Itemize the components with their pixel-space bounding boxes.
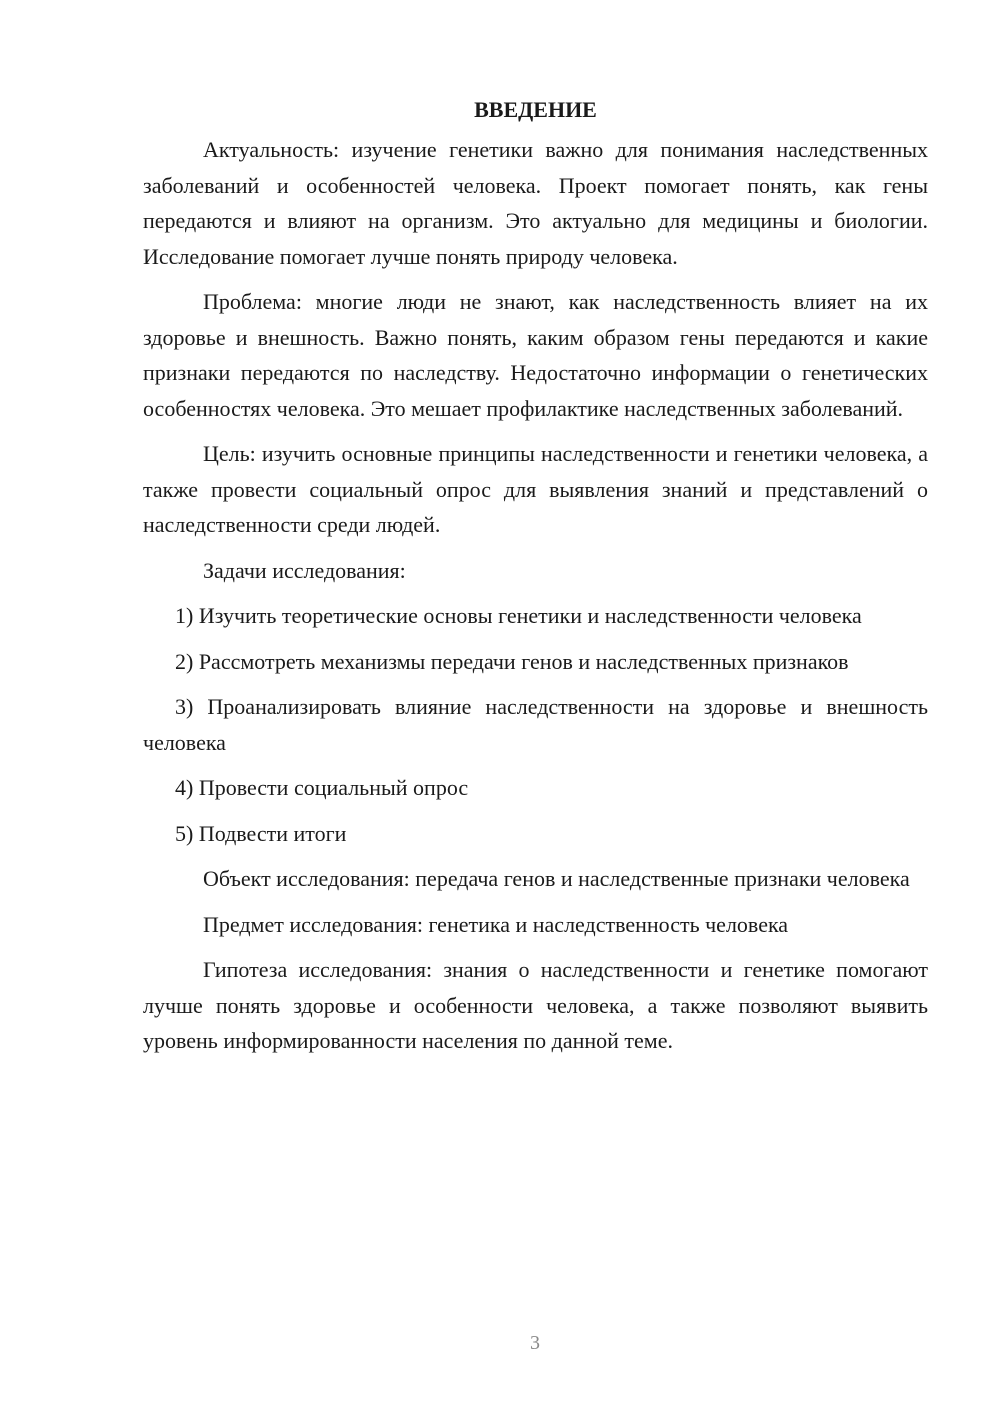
page-number: 3 — [530, 1332, 540, 1354]
hypothesis-paragraph: Гипотеза исследования: знания о наследственности и генетике помогают лучше понять здоровье и особенности человека, а также позволяют выявить уровень информированности населения по данной теме. — [143, 957, 928, 1053]
task-item-4: 4) Провести социальный опрос — [175, 775, 469, 800]
problem-paragraph: Проблема: многие люди не знают, как наследственность влияет на их здоровье и внешность. Важно понять, каким образом гены передаются и какие признаки передаются по наследству. Недостаточно информации о генетических особенностях человека. Это мешает профилактике наследственных заболеваний. — [143, 289, 928, 421]
relevance-paragraph: Актуальность: изучение генетики важно для понимания наследственных заболеваний и особенностей человека. Проект помогает понять, как гены передаются и влияют на организм. Это актуально для медицины и биологии. Исследование помогает лучше понять природу человека. — [143, 137, 928, 269]
task-item-2: 2) Рассмотреть механизмы передачи генов и наследственных признаков — [175, 648, 849, 674]
task-item-3: 3) Проанализировать влияние наследственности на здоровье и внешность человека — [143, 694, 928, 755]
tasks-heading: Задачи исследования: — [203, 557, 406, 583]
object-paragraph: Объект исследования: передача генов и наследственные признаки человека — [203, 866, 910, 891]
page-content — [143, 92, 928, 1069]
task-item-1: 1) Изучить теоретические основы генетики и наследственности человека — [175, 603, 862, 628]
task-item-5: 5) Подвести итоги — [175, 820, 347, 846]
section-heading: ВВЕДЕНИЕ — [474, 97, 597, 122]
subject-paragraph: Предмет исследования: генетика и наследственность человека — [203, 911, 789, 937]
goal-paragraph: Цель: изучить основные принципы наследственности и генетики человека, а также провести социальный опрос для выявления знаний и представлений о наследственности среди людей. — [143, 441, 928, 537]
